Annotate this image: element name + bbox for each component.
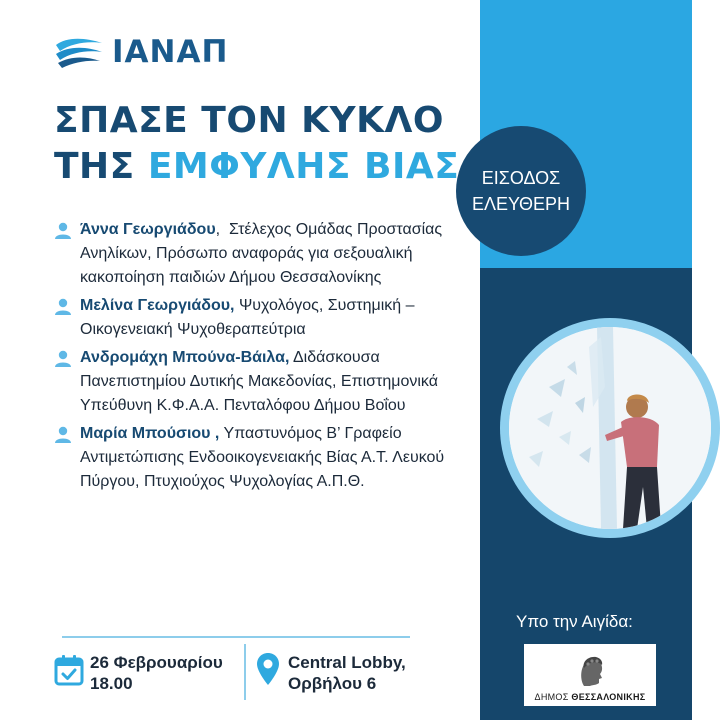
speaker-item [54, 294, 484, 342]
person-icon [54, 350, 72, 367]
location-text [288, 652, 406, 694]
entry-badge-line-1: ΕΙΣΟΔΟΣ [481, 168, 561, 188]
title-line-1: ΣΠΑΣΕ ΤΟΝ ΚΥΚΛΟ [54, 100, 444, 141]
person-icon [54, 298, 72, 315]
speaker-separator: , [215, 221, 229, 238]
date-line-1: 26 Φεβρουαρίου [90, 653, 223, 672]
person-icon [54, 222, 72, 239]
speaker-role: Ψυχολόγος, Συστημική – Οικογενειακή Ψυχοθεραπεύτρια [80, 297, 415, 338]
calendar-check-icon [54, 654, 84, 686]
logo-text: ΙΑΝΑΠ [112, 34, 229, 70]
logo-wave-icon [54, 35, 104, 69]
title-line-2 [54, 144, 459, 190]
municipality-prefix: ΔΗΜΟΣ [534, 692, 572, 702]
speakers-list [54, 218, 484, 498]
title-line-2-accent: ΕΜΦΥΛΗΣ ΒΙΑΣ [147, 146, 460, 187]
speaker-name: Άννα Γεωργιάδου [80, 221, 216, 238]
date-line-2: 18.00 [90, 674, 133, 693]
entry-badge-line-2: ΕΛΕΥΘΕΡΗ [471, 194, 571, 214]
speaker-role: Υπαστυνόμος Β’ Γραφείο Αντιμετώπισης Ενδοοικογενειακής Βίας Α.Τ. Λευκού Πύργου, Πτυχιούχος Ψυχολογίας Α.Π.Θ. [80, 425, 445, 490]
location-line-2: Ορβήλου 6 [288, 674, 377, 693]
woman-breaking-glass-image [509, 327, 711, 529]
vertical-divider [244, 644, 246, 700]
speaker-role: Στέλεχος Ομάδας Προστασίας Ανηλίκων, Πρόσωπο αναφοράς για σεξουαλική κακοποίηση παιδιών Δήμου Θεσσαλονίκης [80, 221, 443, 286]
person-icon [54, 426, 72, 443]
date-text [90, 652, 223, 694]
photo-frame [500, 318, 720, 538]
auspices-label: Υπο την Αιγίδα: [516, 612, 633, 631]
speaker-role: Διδάσκουσα Πανεπιστημίου Δυτικής Μακεδονίας, Επιστημονικά Υπεύθυνη Κ.Φ.Α.Α. Πενταλόφου Δήμου Βοΐου [80, 349, 438, 414]
municipality-name [535, 692, 646, 702]
speaker-item [54, 422, 484, 494]
brand-logo [54, 34, 228, 70]
speaker-item [54, 346, 484, 418]
municipality-logo [524, 644, 656, 706]
event-date [54, 652, 223, 694]
location-pin-icon [256, 652, 280, 686]
location-line-1: Central Lobby, [288, 653, 406, 672]
speaker-name: Μαρία Μπούσιου , [80, 425, 220, 442]
poster-title [54, 98, 459, 190]
horizontal-divider [62, 636, 410, 638]
speaker-name: Ανδρομάχη Μπούνα-Βάιλα, [80, 349, 290, 366]
speaker-item [54, 218, 484, 290]
municipality-city: ΘΕΣΣΑΛΟΝΙΚΗΣ [571, 692, 646, 702]
event-location [256, 652, 406, 694]
ancient-head-icon [570, 652, 610, 692]
title-line-2-prefix: ΤΗΣ [54, 146, 148, 187]
speaker-name: Μελίνα Γεωργιάδου, [80, 297, 235, 314]
